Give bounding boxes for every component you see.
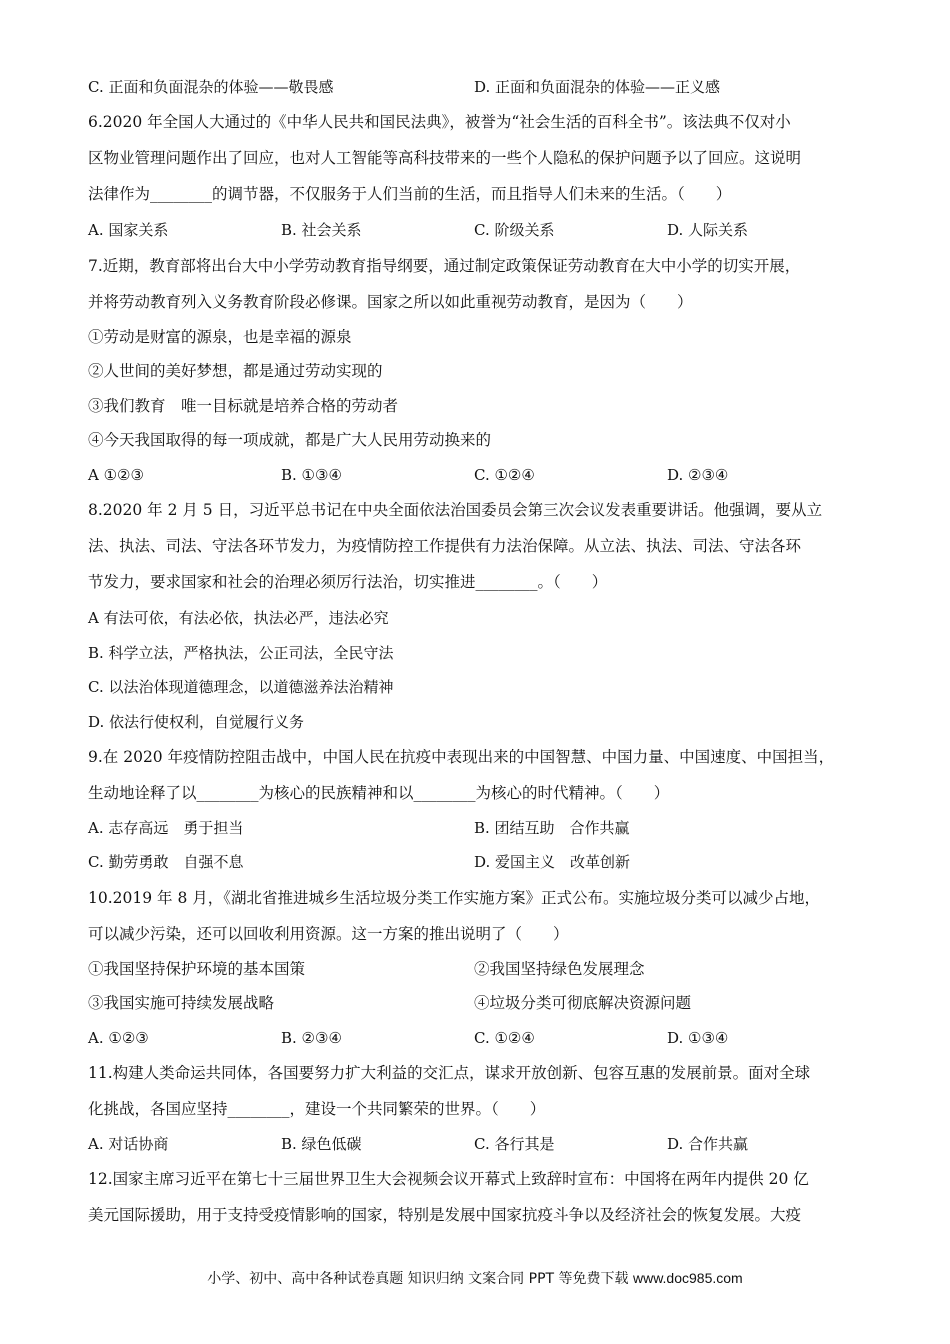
q10-option-d: D. ①③④	[667, 1029, 729, 1047]
footer-text: 小学、初中、高中各种试卷真题 知识归纳 文案合同 PPT 等免费下载	[207, 1271, 629, 1287]
q11-option-c: C. 各行其是	[474, 1135, 555, 1153]
q6-option-b: B. 社会关系	[281, 221, 362, 239]
q12-stem-line-2: 美元国际援助，用于支持受疫情影响的国家，特别是发展中国家抗疫斗争以及经济社会的恢复发展。大疫	[88, 1206, 802, 1224]
q7-stem-line-1: 7.近期，教育部将出台大中小学劳动教育指导纲要，通过制定政策保证劳动教育在大中小学的切实开展，	[88, 257, 801, 275]
q9-stem-line-2: 生动地诠释了以________为核心的民族精神和以________为核心的时代精神。（ ）	[88, 784, 670, 802]
q9-option-d: D. 爱国主义 改革创新	[474, 853, 631, 871]
q6-option-c: C. 阶级关系	[474, 221, 555, 239]
q11-option-b: B. 绿色低碳	[281, 1135, 362, 1153]
q6-option-d: D. 人际关系	[667, 221, 749, 239]
q7-option-d: D. ②③④	[667, 466, 729, 484]
q11-option-d: D. 合作共赢	[667, 1135, 749, 1153]
q6-stem-line-3: 法律作为________的调节器，不仅服务于人们当前的生活，而且指导人们未来的生活。（ ）	[88, 185, 732, 203]
q11-option-a: A. 对话协商	[88, 1135, 169, 1153]
q7-stem-line-2: 并将劳动教育列入义务教育阶段必修课。国家之所以如此重视劳动教育，是因为（ ）	[88, 293, 693, 311]
q10-option-b: B. ②③④	[281, 1029, 342, 1047]
q6-stem-line-1: 6.2020 年全国人大通过的《中华人民共和国民法典》，被誉为“社会生活的百科全书”。该法典不仅对小	[88, 113, 791, 131]
q6-option-a: A. 国家关系	[88, 221, 169, 239]
page-footer	[0, 1268, 950, 1288]
q10-item-1: ①我国坚持保护环境的基本国策	[88, 960, 306, 978]
q11-stem-line-1: 11.构建人类命运共同体，各国要努力扩大利益的交汇点，谋求开放创新、包容互惠的发展前景。面对全球	[88, 1064, 811, 1082]
q7-item-4: ④今天我国取得的每一项成就，都是广大人民用劳动换来的	[88, 431, 492, 449]
q9-option-c: C. 勤劳勇敢 自强不息	[88, 853, 244, 871]
q7-item-1: ①劳动是财富的源泉，也是幸福的源泉	[88, 328, 352, 346]
q12-stem-line-1: 12.国家主席习近平在第七十三届世界卫生大会视频会议开幕式上致辞时宣布：中国将在两年内提供 20 亿	[88, 1170, 809, 1188]
q10-option-c: C. ①②④	[474, 1029, 535, 1047]
q8-option-c: C. 以法治体现道德理念，以道德滋养法治精神	[88, 678, 394, 696]
q9-option-a: A. 志存高远 勇于担当	[88, 819, 244, 837]
q10-stem-line-2: 可以减少污染，还可以回收利用资源。这一方案的推出说明了（ ）	[88, 925, 569, 943]
q7-option-c: C. ①②④	[474, 466, 535, 484]
q8-stem-line-3: 节发力，要求国家和社会的治理必须厉行法治，切实推进________。（ ）	[88, 573, 608, 591]
q10-item-4: ④垃圾分类可彻底解决资源问题	[474, 994, 692, 1012]
q8-option-a: A 有法可依，有法必依，执法必严，违法必究	[88, 609, 389, 627]
q7-item-3: ③我们教育 唯一目标就是培养合格的劳动者	[88, 397, 399, 415]
q10-stem-line-1: 10.2019 年 8 月，《湖北省推进城乡生活垃圾分类工作实施方案》正式公布。实施垃圾分类可以减少占地，	[88, 889, 820, 907]
q8-option-d: D. 依法行使权利，自觉履行义务	[88, 713, 305, 731]
q10-option-a: A. ①②③	[88, 1029, 149, 1047]
q8-option-b: B. 科学立法，严格执法，公正司法，全民守法	[88, 644, 394, 662]
q6-stem-line-2: 区物业管理问题作出了回应，也对人工智能等高科技带来的一些个人隐私的保护问题予以了回应。这说明	[88, 149, 802, 167]
q8-stem-line-1: 8.2020 年 2 月 5 日，习近平总书记在中央全面依法治国委员会第三次会议发表重要讲话。他强调，要从立	[88, 501, 823, 519]
q7-item-2: ②人世间的美好梦想，都是通过劳动实现的	[88, 362, 383, 380]
q7-option-b: B. ①③④	[281, 466, 342, 484]
q11-stem-line-2: 化挑战，各国应坚持________，建设一个共同繁荣的世界。（ ）	[88, 1100, 546, 1118]
q9-stem-line-1: 9.在 2020 年疫情防控阻击战中，中国人民在抗疫中表现出来的中国智慧、中国力量、中国速度、中国担当，	[88, 748, 835, 766]
q5-option-c: C. 正面和负面混杂的体验——敬畏感	[88, 78, 334, 96]
q8-stem-line-2: 法、执法、司法、守法各环节发力，为疫情防控工作提供有力法治保障。从立法、执法、司法、守法各环	[88, 537, 802, 555]
q10-item-3: ③我国实施可持续发展战略	[88, 994, 275, 1012]
q7-option-a: A ①②③	[88, 466, 144, 484]
q10-item-2: ②我国坚持绿色发展理念	[474, 960, 645, 978]
q9-option-b: B. 团结互助 合作共赢	[474, 819, 630, 837]
footer-url[interactable]: www.doc985.com	[632, 1270, 743, 1286]
q5-option-d: D. 正面和负面混杂的体验——正义感	[474, 78, 721, 96]
